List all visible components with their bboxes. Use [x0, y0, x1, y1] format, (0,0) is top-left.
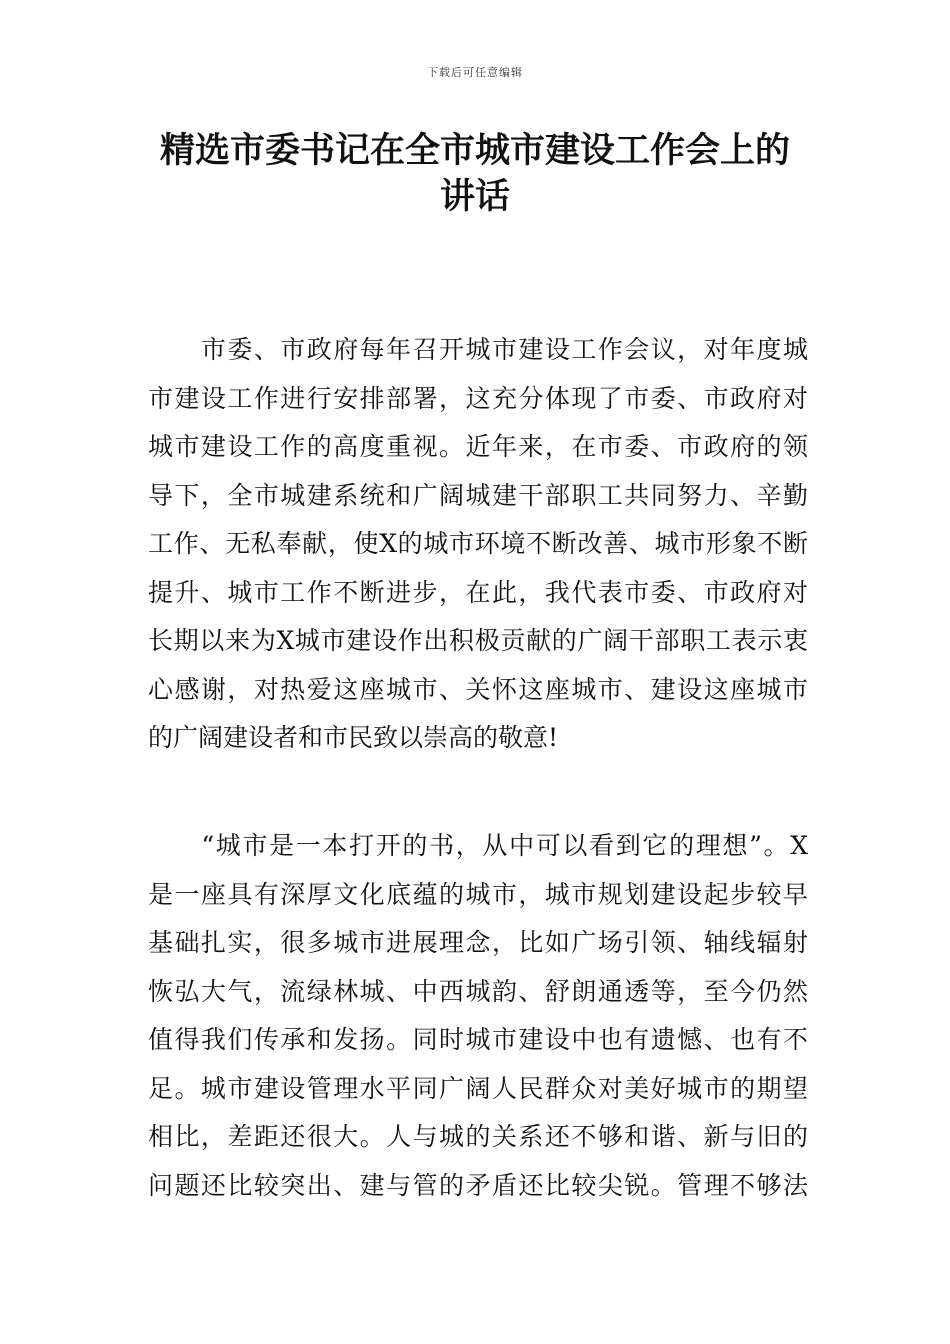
paragraph-line: 城市建设工作的高度重视。近年来，在市委、市政府的领 — [148, 432, 808, 461]
title-line: 讲话 — [439, 177, 510, 217]
paragraph-line: 长期以来为X城市建设作出积极贡献的广阔干部职工表示衷 — [148, 626, 808, 655]
paragraph-line: 心感谢，对热爱这座城市、关怀这座城市、建设这座城市 — [148, 674, 808, 704]
paragraph-line: 导下，全市城建系统和广阔城建干部职工共同努力、辛勤 — [148, 480, 808, 510]
paragraph-line: 值得我们传承和发扬。同时城市建设中也有遗憾、也有不 — [148, 1025, 808, 1054]
paragraph-line: 工作、无私奉献，使X的城市环境不断改善、城市形象不断 — [148, 529, 808, 558]
header-note: 下载后可任意编辑 — [427, 66, 523, 79]
paragraph-line: “城市是一本打开的书，从中可以看到它的理想”。X — [148, 831, 808, 860]
paragraph-line: 的广阔建设者和市民致以崇高的敬意! — [148, 723, 559, 752]
paragraph-line: 恢弘大气，流绿林城、中西城韵、舒朗通透等，至今仍然 — [148, 976, 808, 1006]
body-paragraph — [148, 822, 808, 1210]
paragraph-line: 市建设工作进行安排部署，这充分体现了市委、市政府对 — [148, 383, 808, 413]
body-paragraph — [148, 326, 808, 763]
document-title — [120, 128, 830, 220]
paragraph-line: 基础扎实，很多城市进展理念，比如广场引领、轴线辐射 — [148, 928, 808, 957]
paragraph-line: 问题还比较突出、建与管的矛盾还比较尖锐。管理不够法 — [148, 1170, 808, 1200]
paragraph-line: 相比，差距还很大。人与城的关系还不够和谐、新与旧的 — [148, 1122, 808, 1151]
title-line: 精选市委书记在全市城市建设工作会上的 — [159, 131, 790, 171]
paragraph-line: 足。城市建设管理水平同广阔人民群众对美好城市的期望 — [148, 1073, 808, 1103]
paragraph-line: 是一座具有深厚文化底蕴的城市，城市规划建设起步较早 — [148, 879, 808, 909]
paragraph-line: 提升、城市工作不断进步，在此，我代表市委、市政府对 — [148, 577, 808, 607]
paragraph-line: 市委、市政府每年召开城市建设工作会议，对年度城 — [148, 335, 808, 364]
